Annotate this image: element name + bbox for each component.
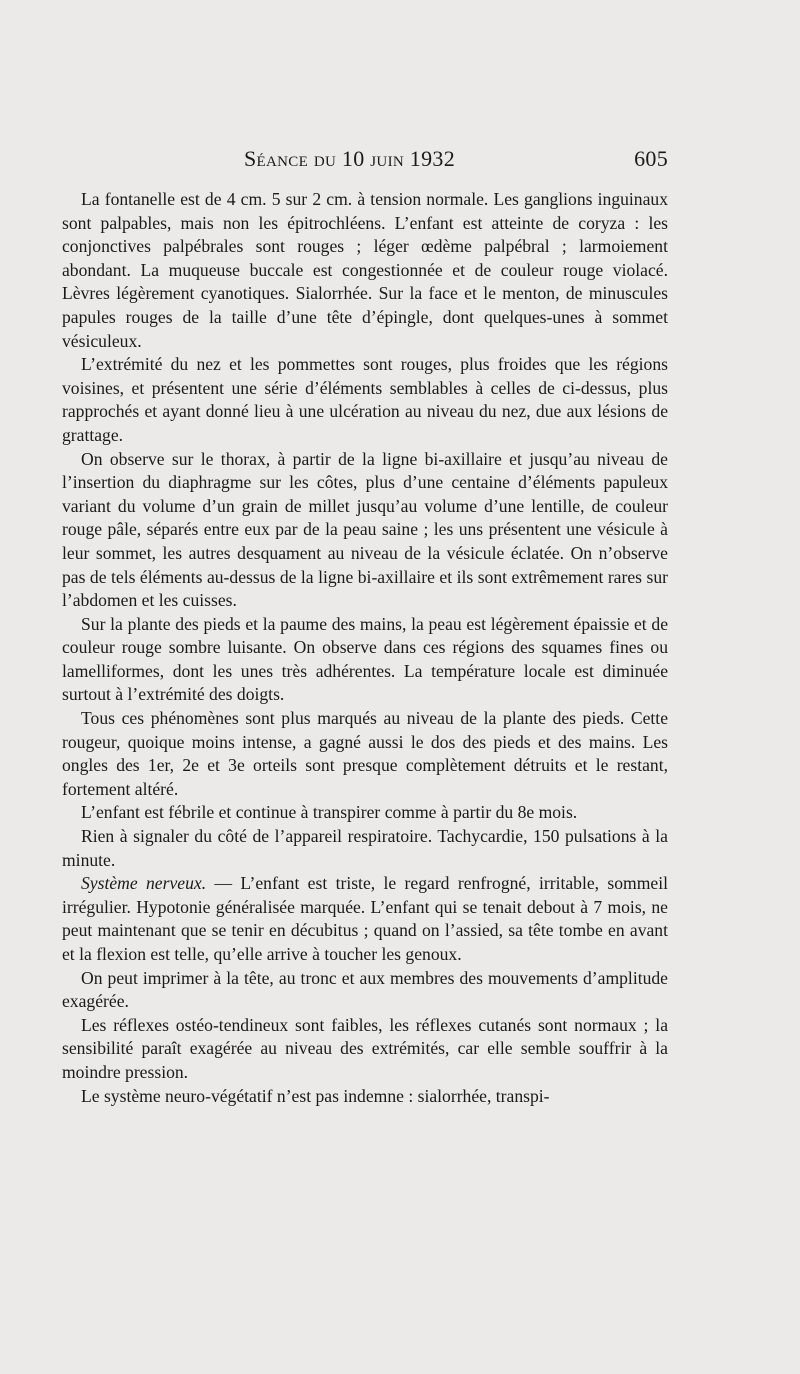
paragraph-phenomenes: Tous ces phénomènes sont plus marqués au niveau de la plante des pieds. Cette rougeur, quoique moins intense, a gagné aussi le dos des pieds et des mains. Les ongles des 1er, 2e et 3e orteils sont presque complètement détruits et le restant, fortement altéré. — [62, 708, 668, 799]
section-title: Système nerveux. — [81, 873, 207, 894]
paragraph-mouvements: On peut imprimer à la tête, au tronc et aux membres des mouvements d’amplitude exagérée. — [62, 967, 668, 1012]
running-title: Séance du 10 juin 1932 — [244, 146, 455, 171]
paragraph-respiratoire: Rien à signaler du côté de l’appareil respiratoire. Tachycardie, 150 pulsations à la minute. — [62, 826, 668, 870]
running-header — [244, 146, 668, 178]
paragraph-febrile: L’enfant est fébrile et continue à transpirer comme à partir du 8e mois. — [81, 802, 578, 823]
page-number: 605 — [634, 146, 668, 171]
paragraph-fontanelle: La fontanelle est de 4 cm. 5 sur 2 cm. à tension normale. Les ganglions inguinaux sont palpables, mais non les épitrochléens. L’enfant est atteinte de coryza : les conjonctives palpébrales sont rouges ; léger œdème palpébral ; larmoiement abondant. La muqueuse buccale est congestionnée et de couleur rouge violacé. Lèvres légèrement cyanotiques. Sialorrhée. Sur la face et le menton, de minuscules papules rouges de la taille d’une tête d’épingle, dont quelques-unes à sommet vésiculeux. — [62, 189, 668, 351]
body-text — [62, 188, 668, 1108]
paragraph-systeme-nerveux — [62, 872, 668, 966]
section-text: — L’enfant est triste, le regard renfrogné, irritable, sommeil irrégulier. Hypotonie généralisée marquée. L’enfant qui se tenait debout à 7 mois, ne peut maintenant que se tenir en décubitus ; quand on l’assied, sa tête tombe en avant et la flexion est telle, qu’elle arrive à toucher les genoux. — [62, 873, 668, 964]
paragraph-reflexes: Les réflexes ostéo-tendineux sont faibles, les réflexes cutanés sont normaux ; la sensibilité paraît exagérée au niveau des extrémités, car elle semble souffrir à la moindre pression. — [62, 1014, 668, 1082]
paragraph-neuro-vegetatif: Le système neuro-végétatif n’est pas indemne : sialorrhée, transpi- — [81, 1085, 550, 1106]
paragraph-nez: L’extrémité du nez et les pommettes sont rouges, plus froides que les régions voisines, et présentent une série d’éléments semblables à celles de ci-dessus, plus rapprochés et ayant donné lieu à une ulcération au niveau du nez, due aux lésions de grattage. — [62, 354, 668, 445]
paragraph-plante-des-pieds: Sur la plante des pieds et la paume des mains, la peau est légèrement épaissie et de couleur rouge sombre luisante. On observe dans ces régions des squames fines ou lamelliformes, dont les unes très adhérentes. La température locale est diminuée surtout à l’extrémité des doigts. — [62, 613, 668, 705]
paragraph-thorax: On observe sur le thorax, à partir de la ligne bi-axillaire et jusqu’au niveau de l’insertion du diaphragme sur les côtes, plus d’une centaine d’éléments papuleux variant du volume d’un grain de millet jusqu’au volume d’une lentille, de couleur rouge pâle, séparés entre eux par de la peau saine ; les uns présentent une vésicule à leur sommet, les autres desquament au niveau de la vésicule éclatée. On n’observe pas de tels éléments au-dessus de la ligne bi-axillaire et ils sont extrêmement rares sur l’abdomen et les cuisses. — [62, 448, 668, 611]
